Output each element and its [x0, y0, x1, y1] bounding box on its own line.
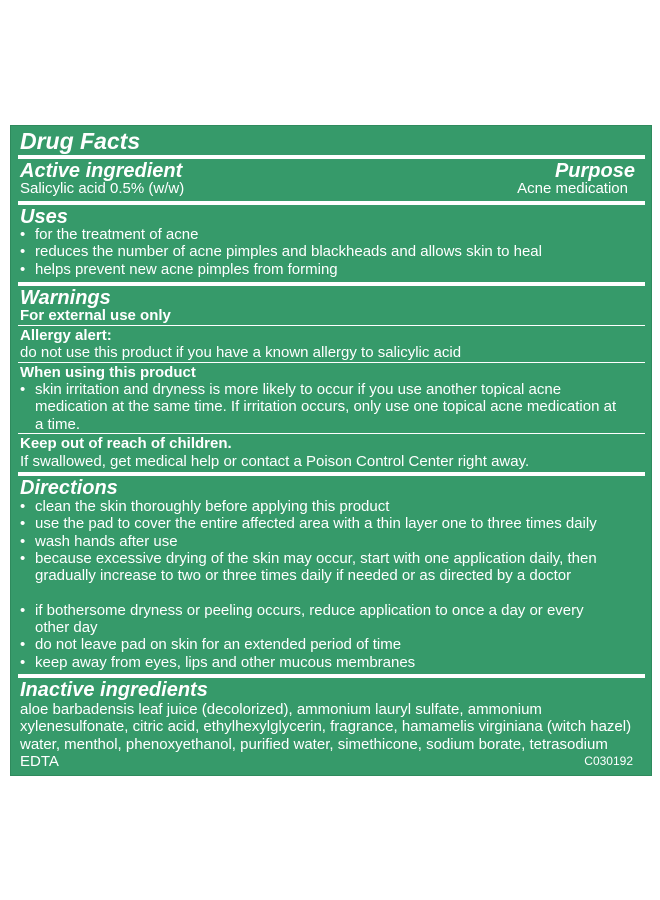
when-using-label: When using this product — [20, 364, 196, 381]
directions-heading: Directions — [20, 477, 118, 499]
warnings-heading: Warnings — [20, 287, 111, 309]
bullet: • — [20, 381, 26, 398]
active-ingredient-heading: Active ingredient — [20, 160, 183, 182]
uses-item: • for the treatment of acne — [20, 226, 199, 243]
keep-out-of-reach-text: If swallowed, get medical help or contact a Poison Control Center right away. — [20, 453, 530, 470]
product-code: C030192 — [584, 754, 633, 768]
drug-facts-title: Drug Facts — [20, 128, 141, 154]
external-use-label: For external use only — [20, 307, 171, 324]
when-using-item: • skin irritation and dryness is more likely to occur if you use another topical acne medication at the same time. If irritation occurs, only use one topical acne medication at a time. — [20, 381, 617, 433]
divider-thin — [18, 325, 645, 326]
directions-item: • do not leave pad on skin for an extended period of time — [20, 636, 402, 653]
bullet: • — [20, 515, 26, 532]
purpose-value: Acne medication — [517, 180, 628, 197]
divider-thin — [18, 433, 645, 434]
divider-thin — [18, 362, 645, 363]
directions-item: • if bothersome dryness or peeling occurs, reduce application to once a day or every other day — [20, 602, 584, 637]
inactive-ingredients-text: aloe barbadensis leaf juice (decolorized), ammonium lauryl sulfate, ammonium xylenesulfonate, citric acid, ethylhexylglycerin, fragrance, hamamelis virginiana (witch hazel) water, menthol, phenoxyethanol, purified water, simethicone, sodium borate, tetrasodium EDTA — [20, 701, 632, 771]
directions-item: • wash hands after use — [20, 533, 178, 550]
bullet: • — [20, 261, 26, 278]
divider-thick — [18, 282, 645, 286]
purpose-heading: Purpose — [554, 160, 635, 182]
directions-item: • keep away from eyes, lips and other mucous membranes — [20, 654, 416, 671]
uses-item: • reduces the number of acne pimples and blackheads and allows skin to heal — [20, 243, 542, 260]
divider-thick — [18, 472, 645, 476]
uses-item: • helps prevent new acne pimples from forming — [20, 261, 338, 278]
bullet: • — [20, 243, 26, 260]
bullet: • — [20, 498, 26, 515]
directions-item: • use the pad to cover the entire affected area with a thin layer one to three times daily — [20, 515, 597, 532]
active-ingredient-value: Salicylic acid 0.5% (w/w) — [20, 180, 185, 197]
bullet: • — [20, 636, 26, 653]
divider-thick — [18, 155, 645, 159]
inactive-ingredients-heading: Inactive ingredients — [20, 679, 208, 701]
allergy-alert-label: Allergy alert: — [20, 327, 112, 344]
bullet: • — [20, 654, 26, 671]
drug-facts-panel — [10, 125, 652, 776]
bullet: • — [20, 602, 26, 619]
divider-thick — [18, 201, 645, 205]
directions-item: • because excessive drying of the skin may occur, start with one application daily, then gradually increase to two or three times daily if needed or as directed by a doctor — [20, 550, 597, 585]
uses-heading: Uses — [20, 206, 68, 228]
allergy-alert-text: do not use this product if you have a known allergy to salicylic acid — [20, 344, 462, 361]
keep-out-of-reach-label: Keep out of reach of children. — [20, 435, 232, 452]
divider-thick — [18, 674, 645, 678]
directions-item: • clean the skin thoroughly before applying this product — [20, 498, 390, 515]
bullet: • — [20, 550, 26, 567]
bullet: • — [20, 226, 26, 243]
bullet: • — [20, 533, 26, 550]
